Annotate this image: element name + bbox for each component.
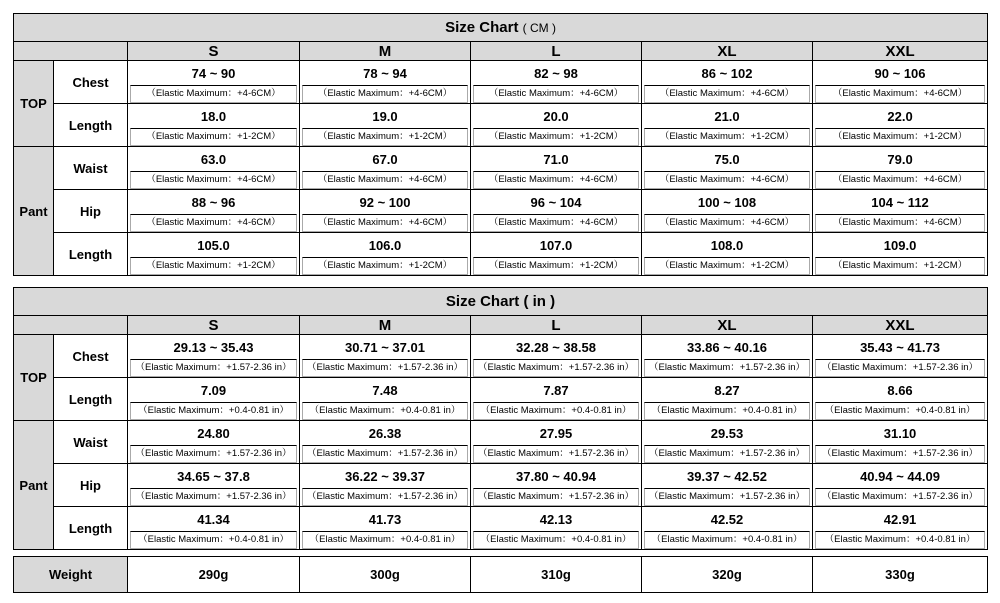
value-cell bbox=[642, 378, 813, 421]
value-text: 39.37 ~ 42.52 bbox=[687, 468, 767, 484]
value-cell bbox=[642, 464, 813, 507]
weight-label: Weight bbox=[14, 557, 128, 593]
value-text: 79.0 bbox=[887, 151, 913, 167]
elastic-note: （Elastic Maximum：+0.4-0.81 in） bbox=[302, 402, 468, 420]
elastic-note: （Elastic Maximum：+4-6CM） bbox=[473, 85, 639, 103]
value-text: 37.80 ~ 40.94 bbox=[516, 468, 596, 484]
elastic-note: （Elastic Maximum：+4-6CM） bbox=[473, 214, 639, 232]
elastic-note: （Elastic Maximum：+1-2CM） bbox=[130, 128, 297, 146]
value-text: 63.0 bbox=[200, 151, 227, 167]
size-header-xl: XL bbox=[642, 316, 813, 335]
value-text: 32.28 ~ 38.58 bbox=[516, 339, 596, 355]
group-label-pant: Pant bbox=[14, 147, 54, 276]
elastic-note: （Elastic Maximum：+1.57-2.36 in） bbox=[644, 359, 810, 377]
value-text: 90 ~ 106 bbox=[874, 65, 926, 81]
table-row bbox=[14, 190, 988, 233]
value-text: 67.0 bbox=[372, 151, 398, 167]
value-cell bbox=[813, 335, 988, 378]
value-text: 30.71 ~ 37.01 bbox=[345, 339, 425, 355]
elastic-note: （Elastic Maximum：+1.57-2.36 in） bbox=[130, 488, 297, 506]
size-header-xxl: XXL bbox=[813, 316, 988, 335]
elastic-note: （Elastic Maximum：+4-6CM） bbox=[130, 171, 297, 189]
value-cell bbox=[642, 507, 813, 550]
elastic-note: （Elastic Maximum：+1-2CM） bbox=[644, 257, 810, 275]
value-cell bbox=[813, 61, 988, 104]
measure-label: Length bbox=[54, 233, 128, 276]
value-text: 20.0 bbox=[543, 108, 569, 124]
table-row bbox=[14, 233, 988, 276]
value-cell bbox=[128, 335, 300, 378]
measure-label: Hip bbox=[54, 464, 128, 507]
value-cell bbox=[642, 335, 813, 378]
elastic-note: （Elastic Maximum：+4-6CM） bbox=[815, 171, 985, 189]
measure-label: Hip bbox=[54, 190, 128, 233]
elastic-note: （Elastic Maximum：+1.57-2.36 in） bbox=[644, 488, 810, 506]
value-text: 34.65 ~ 37.8 bbox=[177, 468, 250, 484]
value-cell bbox=[300, 464, 471, 507]
value-text: 105.0 bbox=[197, 237, 230, 253]
value-cell bbox=[128, 147, 300, 190]
elastic-note: （Elastic Maximum：+1.57-2.36 in） bbox=[815, 488, 985, 506]
elastic-note: （Elastic Maximum：+1-2CM） bbox=[130, 257, 297, 275]
value-cell bbox=[300, 507, 471, 550]
value-text: 106.0 bbox=[368, 237, 402, 253]
value-cell bbox=[471, 233, 642, 276]
elastic-note: （Elastic Maximum：+1.57-2.36 in） bbox=[815, 359, 985, 377]
elastic-note: （Elastic Maximum：+4-6CM） bbox=[473, 171, 639, 189]
table-row bbox=[14, 421, 988, 464]
elastic-note: （Elastic Maximum：+1.57-2.36 in） bbox=[473, 359, 639, 377]
size-header-m: M bbox=[300, 316, 471, 335]
size-header-s: S bbox=[128, 42, 300, 61]
elastic-note: （Elastic Maximum：+0.4-0.81 in） bbox=[644, 402, 810, 420]
elastic-note: （Elastic Maximum：+0.4-0.81 in） bbox=[815, 402, 985, 420]
size-chart-cm-table bbox=[13, 13, 988, 276]
size-header-l: L bbox=[471, 42, 642, 61]
value-text: 86 ~ 102 bbox=[701, 65, 753, 81]
value-text: 82 ~ 98 bbox=[534, 65, 578, 81]
value-text: 104 ~ 112 bbox=[871, 194, 929, 210]
header-blank-cell bbox=[14, 316, 128, 335]
value-cell bbox=[471, 190, 642, 233]
table-row bbox=[14, 378, 988, 421]
elastic-note: （Elastic Maximum：+4-6CM） bbox=[130, 214, 297, 232]
value-text: 74 ~ 90 bbox=[191, 65, 236, 81]
value-text: 35.43 ~ 41.73 bbox=[860, 339, 940, 355]
measure-label: Waist bbox=[54, 421, 128, 464]
elastic-note: （Elastic Maximum：+0.4-0.81 in） bbox=[130, 402, 297, 420]
value-cell bbox=[813, 233, 988, 276]
value-cell bbox=[813, 190, 988, 233]
value-cell bbox=[471, 335, 642, 378]
elastic-note: （Elastic Maximum：+1.57-2.36 in） bbox=[130, 445, 297, 463]
measure-label: Chest bbox=[54, 335, 128, 378]
weight-value-m: 300g bbox=[300, 557, 471, 593]
table-row bbox=[14, 507, 988, 550]
value-cell bbox=[813, 421, 988, 464]
elastic-note: （Elastic Maximum：+1.57-2.36 in） bbox=[473, 445, 639, 463]
value-text: 96 ~ 104 bbox=[530, 194, 582, 210]
elastic-note: （Elastic Maximum：+0.4-0.81 in） bbox=[473, 402, 639, 420]
value-text: 31.10 bbox=[883, 425, 917, 441]
elastic-note: （Elastic Maximum：+1-2CM） bbox=[302, 128, 468, 146]
elastic-note: （Elastic Maximum：+4-6CM） bbox=[302, 85, 468, 103]
value-text: 33.86 ~ 40.16 bbox=[687, 339, 767, 355]
measure-label: Length bbox=[54, 104, 128, 147]
value-cell bbox=[471, 104, 642, 147]
value-cell bbox=[813, 507, 988, 550]
size-header-xxl: XXL bbox=[813, 42, 988, 61]
elastic-note: （Elastic Maximum：+1-2CM） bbox=[473, 257, 639, 275]
elastic-note: （Elastic Maximum：+4-6CM） bbox=[130, 85, 297, 103]
value-cell bbox=[300, 147, 471, 190]
value-cell bbox=[642, 104, 813, 147]
elastic-note: （Elastic Maximum：+1.57-2.36 in） bbox=[302, 445, 468, 463]
elastic-note: （Elastic Maximum：+0.4-0.81 in） bbox=[815, 531, 985, 549]
table-row bbox=[14, 464, 988, 507]
value-cell bbox=[300, 190, 471, 233]
chart-unit-text: ( CM ) bbox=[522, 21, 556, 35]
elastic-note: （Elastic Maximum：+4-6CM） bbox=[815, 214, 985, 232]
value-text: 21.0 bbox=[714, 108, 740, 124]
elastic-note: （Elastic Maximum：+1.57-2.36 in） bbox=[815, 445, 985, 463]
group-label-pant: Pant bbox=[14, 421, 54, 550]
value-text: 92 ~ 100 bbox=[359, 194, 411, 210]
value-cell bbox=[471, 421, 642, 464]
value-text: 42.13 bbox=[539, 511, 573, 527]
elastic-note: （Elastic Maximum：+1-2CM） bbox=[302, 257, 468, 275]
value-cell bbox=[471, 378, 642, 421]
value-text: 40.94 ~ 44.09 bbox=[860, 468, 940, 484]
value-cell bbox=[813, 147, 988, 190]
elastic-note: （Elastic Maximum：+4-6CM） bbox=[644, 214, 810, 232]
value-cell bbox=[642, 147, 813, 190]
size-header-row bbox=[14, 316, 988, 335]
value-text: 26.38 bbox=[368, 425, 402, 441]
size-header-xl: XL bbox=[642, 42, 813, 61]
chart-title-text: Size Chart bbox=[445, 19, 519, 36]
table-row bbox=[14, 61, 988, 104]
size-chart-inch-table bbox=[13, 287, 988, 550]
header-blank-cell bbox=[14, 42, 128, 61]
value-text: 22.0 bbox=[887, 108, 913, 124]
value-text: 41.73 bbox=[368, 511, 402, 527]
weight-value-xxl: 330g bbox=[813, 557, 988, 593]
group-label-top: TOP bbox=[14, 61, 54, 147]
elastic-note: （Elastic Maximum：+4-6CM） bbox=[815, 85, 985, 103]
value-text: 42.91 bbox=[883, 511, 917, 527]
measure-label: Waist bbox=[54, 147, 128, 190]
value-text: 42.52 bbox=[710, 511, 744, 527]
value-cell bbox=[300, 61, 471, 104]
value-text: 75.0 bbox=[714, 151, 740, 167]
weight-table bbox=[13, 556, 988, 593]
value-text: 7.87 bbox=[543, 382, 569, 398]
table-row bbox=[14, 104, 988, 147]
size-chart-inch-title bbox=[14, 288, 988, 316]
value-cell bbox=[300, 104, 471, 147]
value-text: 107.0 bbox=[539, 237, 573, 253]
value-cell bbox=[300, 378, 471, 421]
value-text: 19.0 bbox=[372, 108, 398, 124]
value-cell bbox=[128, 104, 300, 147]
elastic-note: （Elastic Maximum：+1.57-2.36 in） bbox=[302, 359, 468, 377]
elastic-note: （Elastic Maximum：+4-6CM） bbox=[302, 214, 468, 232]
value-text: 88 ~ 96 bbox=[191, 194, 236, 210]
value-text: 27.95 bbox=[539, 425, 573, 441]
value-cell bbox=[642, 421, 813, 464]
value-cell bbox=[128, 421, 300, 464]
value-cell bbox=[300, 335, 471, 378]
value-text: 108.0 bbox=[710, 237, 744, 253]
value-text: 100 ~ 108 bbox=[697, 194, 757, 210]
elastic-note: （Elastic Maximum：+4-6CM） bbox=[644, 85, 810, 103]
value-text: 18.0 bbox=[200, 108, 227, 124]
elastic-note: （Elastic Maximum：+0.4-0.81 in） bbox=[302, 531, 468, 549]
size-header-s: S bbox=[128, 316, 300, 335]
elastic-note: （Elastic Maximum：+4-6CM） bbox=[302, 171, 468, 189]
elastic-note: （Elastic Maximum：+1.57-2.36 in） bbox=[130, 359, 297, 377]
value-text: 24.80 bbox=[197, 425, 230, 441]
value-text: 109.0 bbox=[883, 237, 917, 253]
value-cell bbox=[642, 61, 813, 104]
value-cell bbox=[128, 190, 300, 233]
value-cell bbox=[471, 61, 642, 104]
value-cell bbox=[128, 464, 300, 507]
value-cell bbox=[300, 233, 471, 276]
weight-value-s: 290g bbox=[128, 557, 300, 593]
elastic-note: （Elastic Maximum：+1-2CM） bbox=[815, 257, 985, 275]
value-text: 8.66 bbox=[887, 382, 913, 398]
value-cell bbox=[813, 104, 988, 147]
elastic-note: （Elastic Maximum：+4-6CM） bbox=[644, 171, 810, 189]
measure-label: Length bbox=[54, 507, 128, 550]
elastic-note: （Elastic Maximum：+1.57-2.36 in） bbox=[302, 488, 468, 506]
value-cell bbox=[128, 507, 300, 550]
value-cell bbox=[128, 378, 300, 421]
weight-row bbox=[14, 557, 988, 593]
size-header-l: L bbox=[471, 316, 642, 335]
value-cell bbox=[642, 190, 813, 233]
measure-label: Length bbox=[54, 378, 128, 421]
value-text: 41.34 bbox=[197, 511, 230, 527]
elastic-note: （Elastic Maximum：+1-2CM） bbox=[815, 128, 985, 146]
size-header-m: M bbox=[300, 42, 471, 61]
value-cell bbox=[128, 233, 300, 276]
measure-label: Chest bbox=[54, 61, 128, 104]
elastic-note: （Elastic Maximum：+0.4-0.81 in） bbox=[644, 531, 810, 549]
value-text: 29.13 ~ 35.43 bbox=[173, 339, 254, 355]
elastic-note: （Elastic Maximum：+1-2CM） bbox=[644, 128, 810, 146]
weight-value-l: 310g bbox=[471, 557, 642, 593]
value-text: 7.09 bbox=[200, 382, 227, 398]
value-cell bbox=[471, 507, 642, 550]
elastic-note: （Elastic Maximum：+1-2CM） bbox=[473, 128, 639, 146]
elastic-note: （Elastic Maximum：+0.4-0.81 in） bbox=[130, 531, 297, 549]
value-cell bbox=[642, 233, 813, 276]
value-text: 78 ~ 94 bbox=[363, 65, 407, 81]
value-cell bbox=[813, 378, 988, 421]
value-text: 29.53 bbox=[710, 425, 744, 441]
value-cell bbox=[813, 464, 988, 507]
chart-title-text: Size Chart bbox=[445, 293, 520, 310]
value-cell bbox=[471, 464, 642, 507]
group-label-top: TOP bbox=[14, 335, 54, 421]
elastic-note: （Elastic Maximum：+1.57-2.36 in） bbox=[644, 445, 810, 463]
value-text: 8.27 bbox=[714, 382, 740, 398]
elastic-note: （Elastic Maximum：+0.4-0.81 in） bbox=[473, 531, 639, 549]
value-cell bbox=[128, 61, 300, 104]
table-row bbox=[14, 335, 988, 378]
elastic-note: （Elastic Maximum：+1.57-2.36 in） bbox=[473, 488, 639, 506]
size-header-row bbox=[14, 42, 988, 61]
value-cell bbox=[471, 147, 642, 190]
value-cell bbox=[300, 421, 471, 464]
value-text: 71.0 bbox=[543, 151, 569, 167]
chart-unit-text: ( in ) bbox=[523, 293, 556, 310]
size-chart-cm-title bbox=[14, 14, 988, 42]
table-row bbox=[14, 147, 988, 190]
value-text: 36.22 ~ 39.37 bbox=[345, 468, 425, 484]
value-text: 7.48 bbox=[372, 382, 398, 398]
weight-value-xl: 320g bbox=[642, 557, 813, 593]
